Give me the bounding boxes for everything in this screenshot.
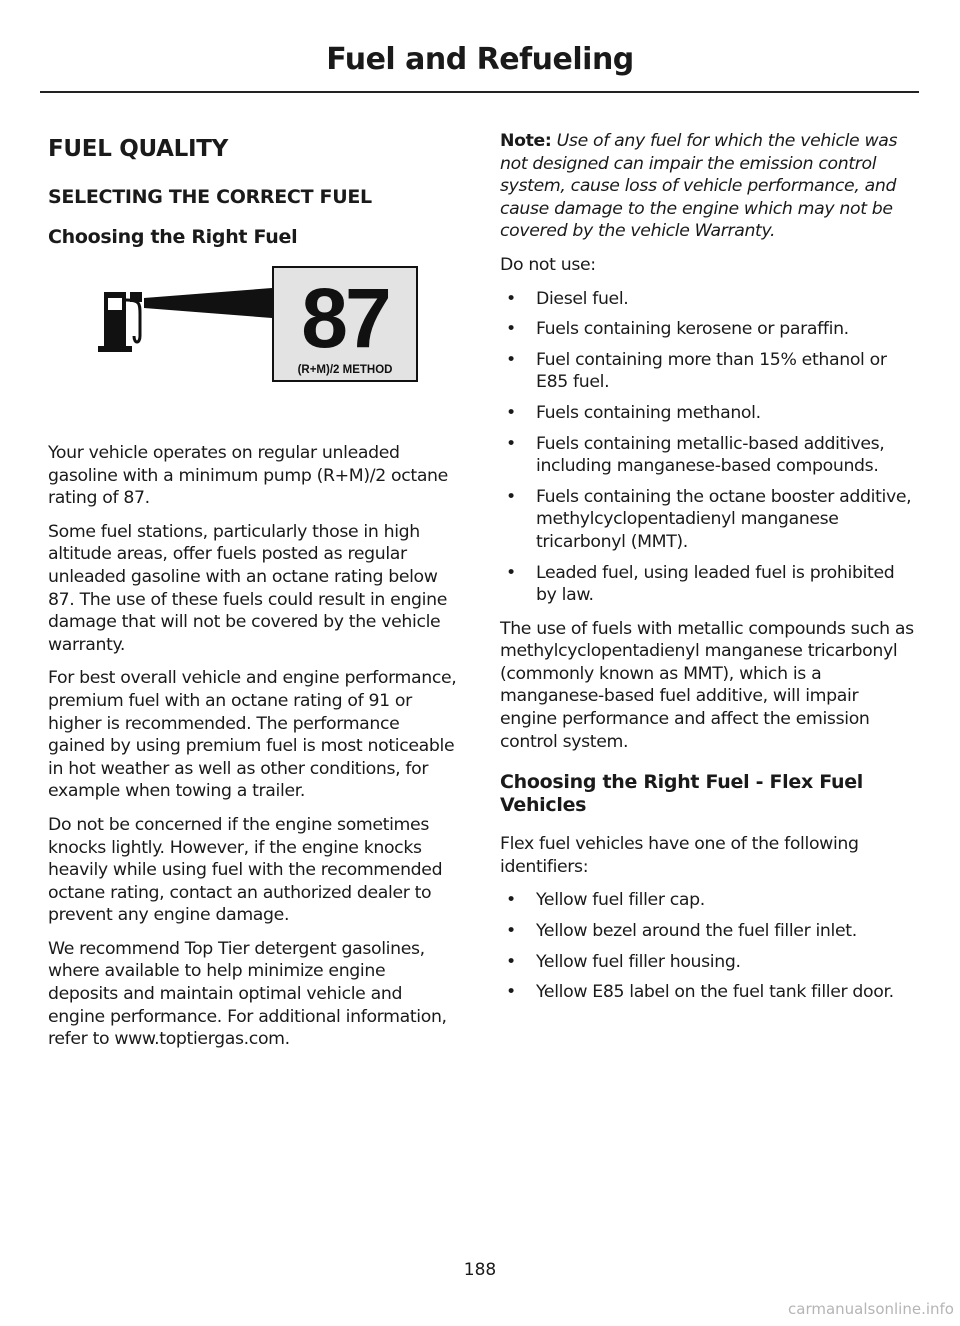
watermark: carmanualsonline.info <box>788 1300 954 1318</box>
note-paragraph <box>500 130 914 243</box>
subsection-heading-selecting-fuel: SELECTING THE CORRECT FUEL <box>48 186 372 208</box>
do-not-use-list <box>500 288 914 607</box>
octane-method: (R+M)/2 METHOD <box>297 364 393 376</box>
note-label: Note: <box>500 131 552 151</box>
paragraph: Your vehicle operates on regular unleaded gasoline with a minimum pump (R+M)/2 octane rating of 87. <box>48 443 448 509</box>
list-item: • Yellow E85 label on the fuel tank filler door. <box>500 981 914 1004</box>
list-item: • Fuels containing the octane booster additive, methylcyclopentadienyl manganese tricarbonyl (MMT). <box>500 486 914 554</box>
octane-number: 87 <box>301 271 389 365</box>
fuel-pump-icon <box>96 284 276 364</box>
paragraph: Some fuel stations, particularly those in high altitude areas, offer fuels posted as regular unleaded gasoline with an octane rating below 87. The use of these fuels could result in engine damage that will not be covered by the vehicle warranty. <box>48 521 448 655</box>
metallic-compounds-paragraph: The use of fuels with metallic compounds such as methylcyclopentadienyl manganese tricarbonyl (commonly known as MMT), which is a manganese-based fuel additive, will impair engine performance and affect the emission control system. <box>500 618 914 752</box>
list-item: • Fuels containing methanol. <box>500 402 914 425</box>
list-item: • Yellow fuel filler cap. <box>500 889 914 912</box>
list-item: • Yellow fuel filler housing. <box>500 951 914 974</box>
paragraph: For best overall vehicle and engine performance, premium fuel with an octane rating of 91 or higher is recommended. The performance gained by using premium fuel is most noticeable in hot weather as well as other conditions, for example when towing a trailer. <box>48 668 457 802</box>
list-item: • Fuels containing kerosene or paraffin. <box>500 318 914 341</box>
flex-fuel-identifiers-list <box>500 889 914 1003</box>
page-header-title: Fuel and Refueling <box>326 42 634 77</box>
header-divider <box>40 91 919 93</box>
list-item: • Leaded fuel, using leaded fuel is prohibited by law. <box>500 562 914 607</box>
note-text: Use of any fuel for which the vehicle was not designed can impair the emission control system, cause loss of vehicle performance, and cause damage to the engine which may not be covered by the vehicle Warranty. <box>500 131 898 242</box>
right-column <box>500 130 914 1015</box>
list-item: • Fuels containing metallic-based additives, including manganese-based compounds. <box>500 433 914 478</box>
do-not-use-intro: Do not use: <box>500 254 596 275</box>
octane-rating-figure <box>48 266 460 402</box>
paragraph: Do not be concerned if the engine sometimes knocks lightly. However, if the engine knocks heavily while using fuel with the recommended octane rating, contact an authorized dealer to prevent any engine damage. <box>48 814 443 926</box>
left-column <box>48 130 460 1062</box>
list-item: • Fuel containing more than 15% ethanol or E85 fuel. <box>500 349 914 394</box>
section-heading-fuel-quality: FUEL QUALITY <box>48 136 229 162</box>
octane-label <box>272 266 418 382</box>
page-number: 188 <box>463 1260 497 1280</box>
paragraph: We recommend Top Tier detergent gasolines, where available to help minimize engine deposits and maintain optimal vehicle and engine performance. For additional information, refer to www.toptiergas.com. <box>48 938 447 1050</box>
topic-heading-choosing-fuel: Choosing the Right Fuel <box>48 226 298 248</box>
list-item: • Diesel fuel. <box>500 288 914 311</box>
list-item: • Yellow bezel around the fuel filler inlet. <box>500 920 914 943</box>
flex-fuel-intro: Flex fuel vehicles have one of the following identifiers: <box>500 834 859 877</box>
flex-fuel-heading: Choosing the Right Fuel - Flex Fuel Vehicles <box>500 771 863 817</box>
